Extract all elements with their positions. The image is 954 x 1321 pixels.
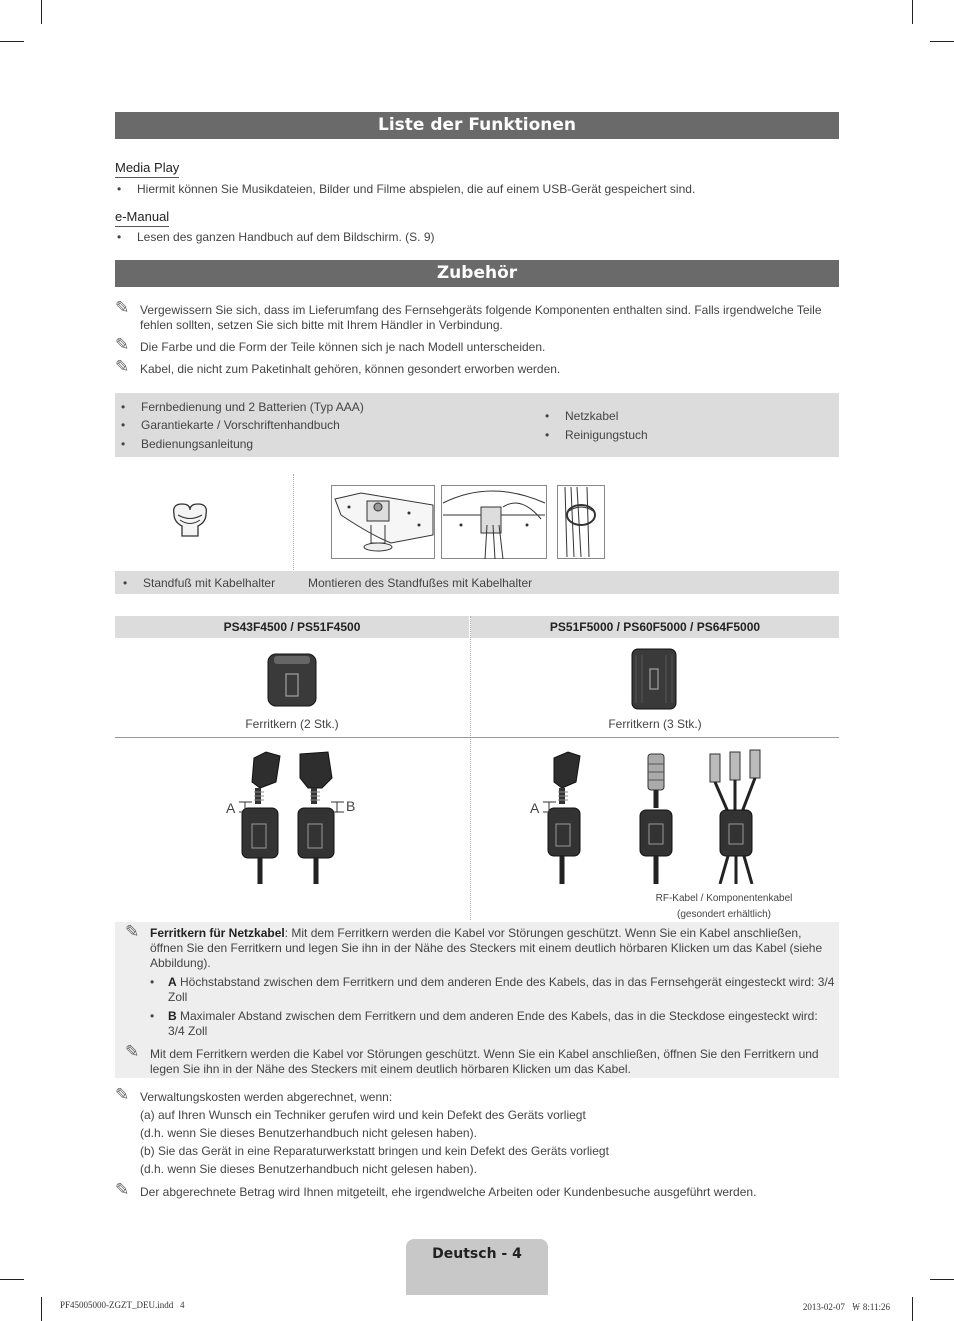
crop-mark	[912, 1297, 913, 1321]
label-a: A	[226, 800, 236, 816]
table-header-col2-text: PS51F5000 / PS60F5000 / PS64F5000	[549, 620, 761, 634]
ferrite-core-large-illustration	[630, 647, 678, 711]
note-text: Die Farbe und die Form der Teile können sich je nach Modell unterscheiden.	[140, 340, 546, 354]
dimension-marker-a2	[542, 800, 558, 814]
crop-mark	[0, 1279, 24, 1280]
admin-note-line: (b) Sie das Gerät in eine Reparaturwerkstatt bringen und kein Defekt des Geräts vorliegt	[140, 1144, 609, 1158]
footer-timestamp: 2013-02-07 ￦ 8:11:26	[802, 1302, 890, 1312]
dimension-marker-a	[238, 800, 254, 814]
admin-note-title: Verwaltungskosten werden abgerechnet, wenn:	[140, 1090, 393, 1104]
table-header-col1-text: PS43F4500 / PS51F4500	[223, 620, 361, 634]
note	[115, 335, 839, 356]
pencil-icon: ✎	[125, 922, 140, 941]
note-text: Kabel, die nicht zum Paketinhalt gehören, können gesondert erworben werden.	[140, 362, 561, 376]
stand-step-3-illustration	[557, 485, 605, 559]
ferrite-caption-col1: Ferritkern (2 Stk.)	[245, 717, 339, 731]
pencil-icon: ✎	[115, 1180, 130, 1199]
rf-caption-line2: (gesondert erhältlich)	[677, 909, 771, 920]
ferrite-note-2: Mit dem Ferritkern werden die Kabel vor Störungen geschützt. Wenn Sie ein Kabel anschließen, öffnen Sie den Ferritkern und legen Sie ihn in der Nähe des Steckers mit einem deutlich hörbaren Klicken um das Kabel.	[150, 1047, 819, 1076]
accessories-title: Zubehör	[115, 260, 839, 287]
note-text: Vergewissern Sie sich, dass im Lieferumfang des Fernsehgeräts folgende Komponenten enthalten sind. Falls irgendwelche Teile fehlen sollten, setzen Sie sich bitte mit Ihrem Händler in Verbindung.	[140, 303, 822, 332]
stand-step-1-illustration	[331, 485, 435, 559]
pencil-icon: ✎	[115, 298, 130, 317]
ferrite-core-small-illustration	[266, 652, 318, 708]
stand-caption: Montieren des Standfußes mit Kabelhalter	[308, 576, 533, 590]
rf-cable-illustration	[634, 752, 678, 884]
feature-text: Lesen des ganzen Handbuch auf dem Bildschirm. (S. 9)	[137, 230, 435, 244]
power-cable-a-illustration	[236, 748, 286, 884]
note	[115, 357, 839, 378]
pencil-icon: ✎	[115, 1085, 130, 1104]
admin-note-line: (a) auf Ihren Wunsch ein Techniker gerufen wird und kein Defekt des Geräts vorliegt	[140, 1108, 586, 1122]
cable-holder-illustration	[168, 500, 212, 540]
crop-mark	[930, 41, 954, 42]
stand-step-2-illustration	[441, 485, 547, 559]
crop-mark	[41, 1297, 42, 1321]
admin-note-line: (d.h. wenn Sie dieses Benutzerhandbuch nicht gelesen haben).	[140, 1162, 477, 1176]
footer-file: PF45005000-ZGZT_DEU.indd 4	[60, 1300, 185, 1310]
crop-mark	[930, 1279, 954, 1280]
feature-heading-media-play: Media Play	[115, 160, 179, 178]
ferrite-note-text: Ferritkern für Netzkabel: Mit dem Ferritkern werden die Kabel vor Störungen geschützt. Wenn Sie ein Kabel anschließen, öffnen Sie den Ferritkern und legen Sie ihn in der Nähe des Steckers mit einem deutlich hörbaren Klicken um das Kabel (siehe Abbildung).	[150, 926, 823, 970]
table-divider-vertical	[470, 616, 471, 920]
pencil-icon: ✎	[125, 1042, 140, 1061]
feature-text: Hiermit können Sie Musikdateien, Bilder und Filme abspielen, die auf einem USB-Gerät gespeichert sind.	[137, 182, 696, 196]
pencil-icon: ✎	[115, 357, 130, 376]
note	[115, 298, 839, 335]
pencil-icon: ✎	[115, 335, 130, 354]
table-divider-horizontal	[115, 737, 839, 738]
label-a2: A	[530, 800, 540, 816]
admin-note-final: Der abgerechnete Betrag wird Ihnen mitgeteilt, ehe irgendwelche Arbeiten oder Kundenbesuche ausgeführt werden.	[140, 1185, 757, 1199]
divider-dotted	[293, 474, 294, 570]
component-cable-illustration	[706, 748, 766, 884]
crop-mark	[0, 41, 24, 42]
rf-caption-line1: RF-Kabel / Komponentenkabel	[655, 893, 793, 904]
dimension-marker-b	[330, 800, 346, 814]
features-title: Liste der Funktionen	[115, 112, 839, 139]
feature-heading-e-manual: e-Manual	[115, 209, 169, 227]
crop-mark	[912, 0, 913, 24]
ferrite-caption-col2: Ferritkern (3 Stk.)	[608, 717, 702, 731]
label-b: B	[346, 798, 356, 814]
admin-note-line: (d.h. wenn Sie dieses Benutzerhandbuch nicht gelesen haben).	[140, 1126, 477, 1140]
page-number: Deutsch - 4	[432, 1246, 522, 1262]
power-cable-a2-illustration	[542, 748, 592, 884]
power-cable-b-illustration	[292, 748, 342, 884]
crop-mark	[41, 0, 42, 24]
